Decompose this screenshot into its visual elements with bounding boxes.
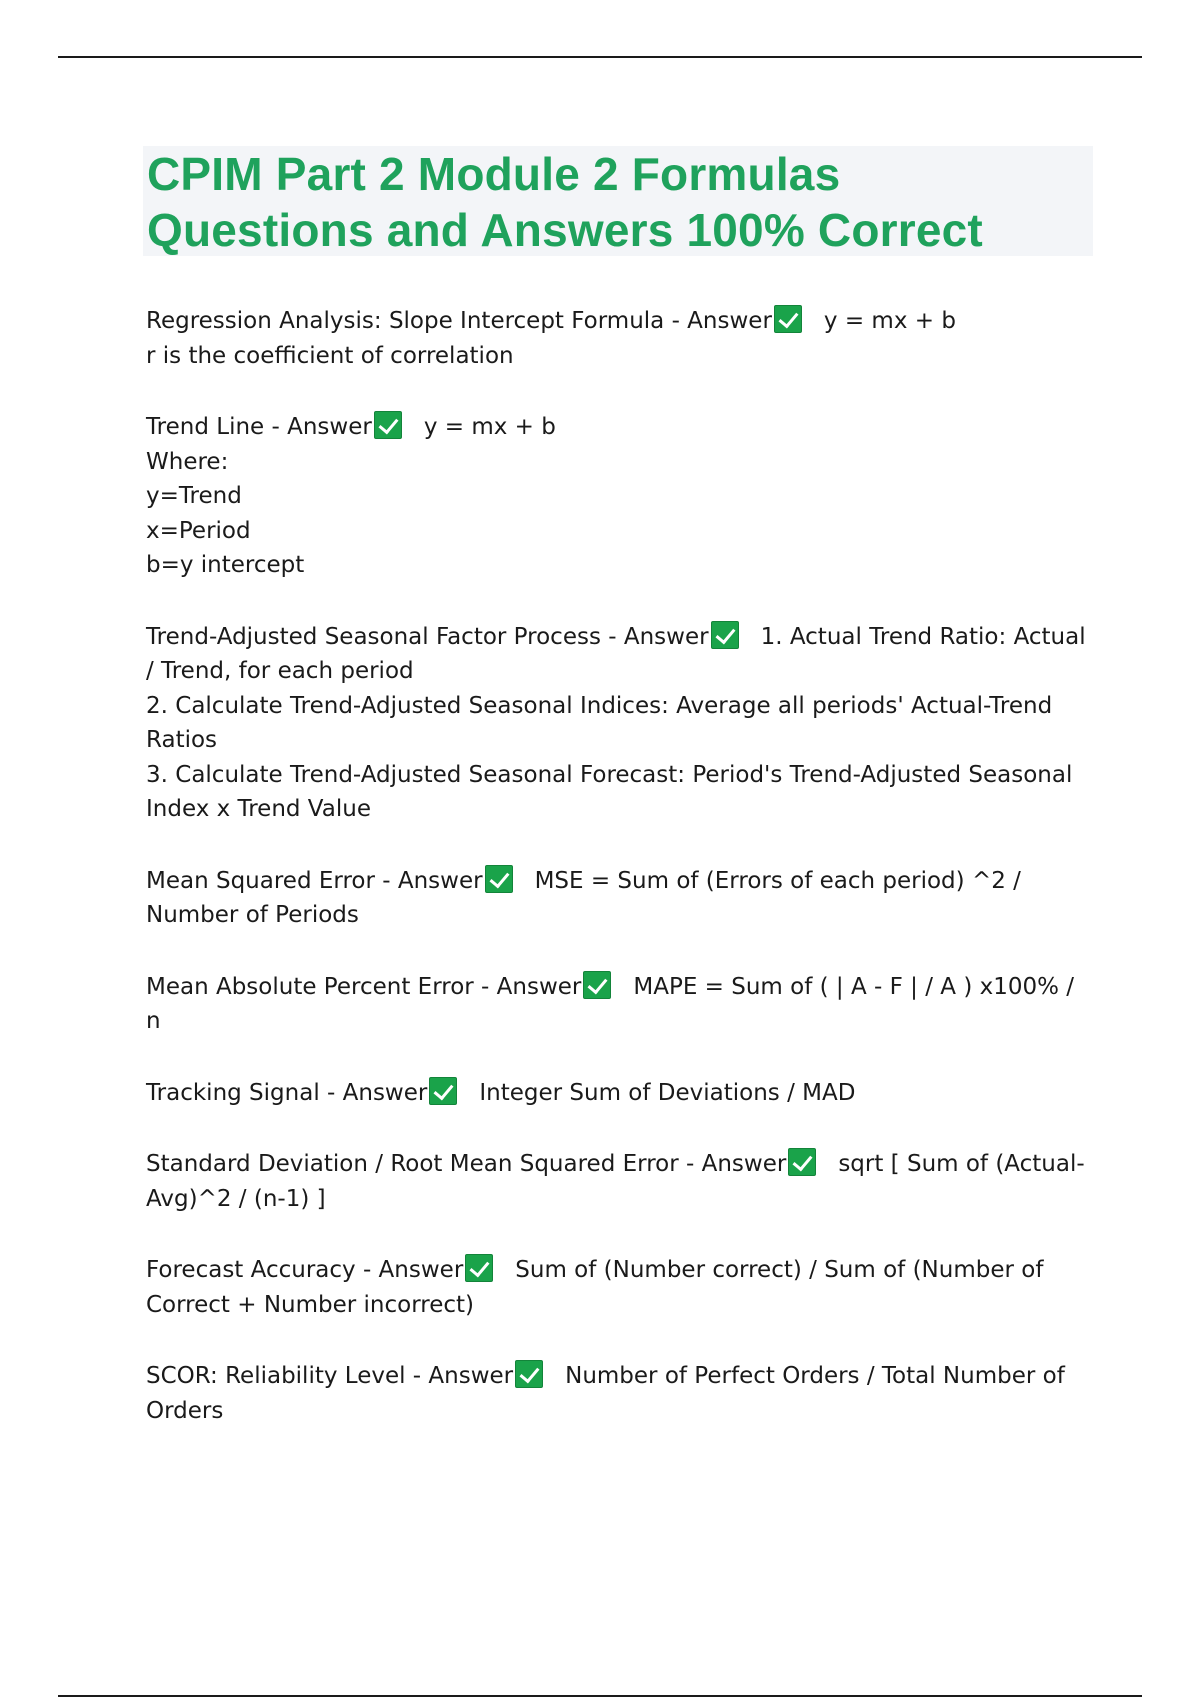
answer-text: Number of Perfect Orders / Total Number of <box>565 1363 1065 1389</box>
answer-text: 1. Actual Trend Ratio: Actual <box>760 623 1086 650</box>
qa-first-line <box>146 1359 1096 1394</box>
answer-continuation: Index x Trend Value <box>146 796 371 822</box>
question-text: Mean Squared Error - Answer <box>146 867 483 894</box>
qa-item <box>146 620 1096 827</box>
qa-first-line <box>146 970 1096 1005</box>
qa-first-line <box>146 410 1096 445</box>
answer-text: Integer Sum of Deviations / MAD <box>479 1079 856 1106</box>
answer-continuation: x=Period <box>146 517 251 544</box>
answer-text: MAPE = Sum of ( | A - F | / A ) x100% / <box>633 973 1075 1000</box>
qa-first-line <box>146 864 1096 899</box>
check-box-icon <box>515 1360 543 1388</box>
page-title <box>147 146 1089 258</box>
question-text: Forecast Accuracy - Answer <box>146 1257 464 1283</box>
qa-item <box>146 304 1096 373</box>
question-text: Standard Deviation / Root Mean Squared Error - Answer <box>146 1151 787 1177</box>
answer-continuation: n <box>146 1008 161 1034</box>
check-box-icon <box>583 971 611 999</box>
qa-item <box>146 1076 1096 1111</box>
answer-text: MSE = Sum of (Errors of each period) ^2 / <box>534 867 1021 894</box>
answer-text: sqrt [ Sum of (Actual- <box>838 1151 1085 1177</box>
check-box-icon <box>374 411 402 439</box>
answer-continuation: r is the coefficient of correlation <box>146 342 514 369</box>
answer-continuation: Correct + Number incorrect) <box>146 1291 475 1318</box>
answer-continuation: / Trend, for each period <box>146 658 414 684</box>
question-text: Trend Line - Answer <box>146 414 372 440</box>
answer-continuation: y=Trend <box>146 483 242 509</box>
qa-item <box>146 970 1096 1039</box>
qa-list <box>146 304 1096 1465</box>
qa-first-line <box>146 1076 1096 1111</box>
question-text: Trend-Adjusted Seasonal Factor Process - Answer <box>146 623 709 650</box>
qa-first-line <box>146 620 1096 655</box>
answer-continuation: Orders <box>146 1397 224 1424</box>
qa-item <box>146 864 1096 933</box>
page-title-line-2: Questions and Answers 100% Correct <box>147 204 983 256</box>
answer-continuation: Ratios <box>146 727 218 753</box>
qa-first-line <box>146 1253 1096 1288</box>
check-box-icon <box>711 621 739 649</box>
answer-continuation: b=y intercept <box>146 552 305 578</box>
qa-first-line <box>146 1147 1096 1182</box>
page-title-line-1: CPIM Part 2 Module 2 Formulas <box>147 148 841 200</box>
check-box-icon <box>485 865 513 893</box>
question-text: Regression Analysis: Slope Intercept Formula - Answer <box>146 308 772 334</box>
qa-item <box>146 1359 1096 1428</box>
answer-continuation: Avg)^2 / (n-1) ] <box>146 1185 326 1212</box>
answer-continuation: 3. Calculate Trend-Adjusted Seasonal Forecast: Period's Trend-Adjusted Seasonal <box>146 761 1073 788</box>
answer-text: y = mx + b <box>423 414 556 440</box>
question-text: SCOR: Reliability Level - Answer <box>146 1363 514 1389</box>
check-box-icon <box>774 305 802 333</box>
check-box-icon <box>788 1148 816 1176</box>
qa-first-line <box>146 304 1096 339</box>
answer-continuation: Where: <box>146 448 229 475</box>
qa-item <box>146 410 1096 583</box>
answer-text: y = mx + b <box>823 308 956 334</box>
footer-rule <box>58 1695 1142 1697</box>
question-text: Mean Absolute Percent Error - Answer <box>146 973 582 1000</box>
answer-continuation: 2. Calculate Trend-Adjusted Seasonal Indices: Average all periods' Actual-Trend <box>146 692 1053 719</box>
check-box-icon <box>429 1077 457 1105</box>
check-box-icon <box>465 1254 493 1282</box>
title-block <box>143 146 1093 256</box>
header-rule <box>58 56 1142 58</box>
qa-item <box>146 1147 1096 1216</box>
answer-text: Sum of (Number correct) / Sum of (Number of <box>515 1257 1044 1283</box>
question-text: Tracking Signal - Answer <box>146 1079 428 1106</box>
answer-continuation: Number of Periods <box>146 902 359 928</box>
qa-item <box>146 1253 1096 1322</box>
